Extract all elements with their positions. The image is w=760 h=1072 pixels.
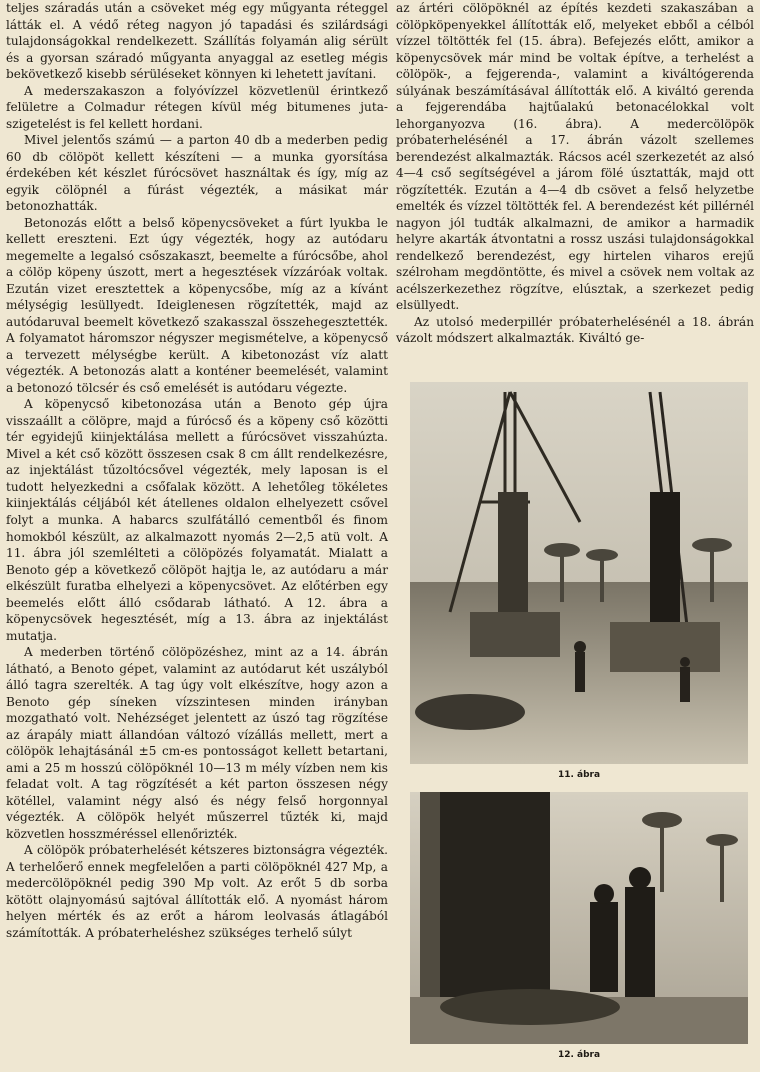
- figure-11-photo: [410, 382, 748, 764]
- paragraph: Az utolsó mederpillér próbaterhelésénél a 18. ábrán vázolt módszert alkalmazták. Kiváltó ge-: [396, 314, 754, 346]
- paragraph: A köpenycső kibetonozása után a Benoto gép újra visszaállt a cölöpre, majd a fúrócső és a köpeny cső közötti tér egyidejű kiinjektálása mellett a fúrócsövet visszahúzta. Mivel a két cső között összesen csak 8 cm állt rendelkezésre, az injektálást tűzoltócsővel végezték, mely laposan is el tudott helyezkedni a csőfalak között. A lehetőleg tökéletes kiinjektálás céljából két átellenes oldalon elhelyezett csővel folyt a munka. A habarcs szulfátálló cementből és finom homokból készült, az alkalmazott nyomás 2—2,5 atü volt. A 11. ábra jól szemlélteti a cölöpözés folyamatát. Mialatt a Benoto gép a következő cölöpöt hajtja le, az autódaru a már elkészült furatba elhelyezi a köpenycsövet. Az előtérben egy beemelés előtt álló csődarab látható. A 12. ábra a köpenycsövek hegesztését, míg a 13. ábra az injektálást mutatja.: [6, 397, 388, 643]
- paragraph: A mederben történő cölöpözéshez, mint az a 14. ábrán látható, a Benoto gépet, valamint az autódarut két uszályból álló tagra szerelték. A tag úgy volt elkészítve, hogy azon a Benoto gép síneken vízszintesen minden irányban mozgatható volt. Nehézséget jelentett az úszó tag rögzítése az árapály miatt állandóan változó vízállás mellett, mert a cölöpök lehajtásánál ±5 cm-es pontosságot kellett betartani, ami a 25 m hosszú cölöpöknél 10—13 m mély vízben nem kis feladat volt. A tag rögzítését a két parton összesen négy kötéllel, valamint négy alsó és négy felső horgonnyal végezték. A cölöpök helyét műszerrel tűzték ki, majd közvetlen hosszméréssel ellenőrizték.: [6, 645, 388, 841]
- text-column-right: [396, 0, 754, 347]
- paragraph: Mivel jelentős számú — a parton 40 db a mederben pedig 60 db cölöpöt kellett készíteni — a munka gyorsítása érdekében két készlet fúrócsövet használtak és így, míg az egyik cölöpnél a fúrást végezték, a másikat már betonozhatták.: [6, 133, 388, 214]
- paragraph: teljes száradás után a csöveket még egy műgyanta réteggel látták el. A védő réteg nagyon jó tapadási és szilárdsági tulajdonságokkal rendelkezett. Szállítás folyamán alig sérült és a gyorsan száradó műgyanta anyaggal az esetleg mégis bekövetkező kisebb sérüléseket könnyen ki lehetett javítani.: [6, 1, 388, 82]
- paragraph: A mederszakaszon a folyóvízzel közvetlenül érintkező felületre a Colmadur rétegen kívül még bitumenes juta-szigetelést is fel kellett hordani.: [6, 83, 388, 131]
- paragraph: Betonozás előtt a belső köpenycsöveket a fúrt lyukba le kellett ereszteni. Ezt úgy végezték, hogy az autódaru megemelte a legalsó csőszakaszt, beemelte a fúrócsőbe, ahol a cölöp köpeny úszott, mert a hegesztések vízzáróak voltak. Ezután vizet eresztettek a köpenycsőbe, míg az a kívánt mélységig lesüllyedt. Ideiglenesen rögzítették, majd az autódaruval beemelt következő szakasszal összehegesztették. A folyamatot háromszor négyszer megismételve, a köpenycső a tervezett mélységbe került. A kibetonozást víz alatt végezték. A betonozás alatt a konténer beemelését, valamint a betonozó tölcsér és cső emelését is autódaru végezte.: [6, 215, 388, 395]
- figure-12-caption: 12. ábra: [557, 1050, 601, 1060]
- figure-11-caption: 11. ábra: [557, 770, 601, 780]
- text-column-left: [6, 0, 388, 941]
- figure-12-photo: [410, 792, 748, 1044]
- paragraph: A cölöpök próbaterhelését kétszeres biztonságra végezték. A terhelőerő ennek megfelelően a parti cölöpöknél 427 Mp, a medercölöpöknél pedig 390 Mp volt. Az erőt 5 db sorba kötött olajnyomású sajtóval állították elő. A nyomást három helyen mérték és az erőt a három leolvasás átlagából számították. A próbaterheléshez szükséges terhelő súlyt: [6, 843, 388, 940]
- paragraph: az ártéri cölöpöknél az építés kezdeti szakaszában a cölöpköpenyekkel állították elő, melyeket ebből a célból vízzel töltötték fel (15. ábra). Befejezés előtt, amikor a köpenycsövek már mind be voltak építve, a terhelést a cölöpök-, a fejgerenda-, valamint a kiváltógerenda súlyának beszámításával állították elő. A kiváltó gerenda a fejgerendába hajtűalakú betonacélokkal volt lehorganyozva (16. ábra). A medercölöpök próbaterhelésénél a 17. ábrán vázolt szellemes berendezést alkalmazták. Rácsos acél szerkezetét az alsó 4—4 cső segítségével a járom fölé úsztatták, majd ott rögzítették. Ezután a 4—4 db csövet a felső helyzetbe emelték és vízzel töltötték fel. A berendezést két pillérnél nagyon jól tudták alkalmazni, de amikor a harmadik helyre akarták átvontatni a rossz uszási tulajdonságokkal rendelkező berendezést, egy hirtelen viharos erejű szélroham megdöntötte, és mivel a csövek nem voltak az acélszerkezethez rögzítve, elúsztak, a szerkezet pedig elsüllyedt.: [396, 1, 754, 313]
